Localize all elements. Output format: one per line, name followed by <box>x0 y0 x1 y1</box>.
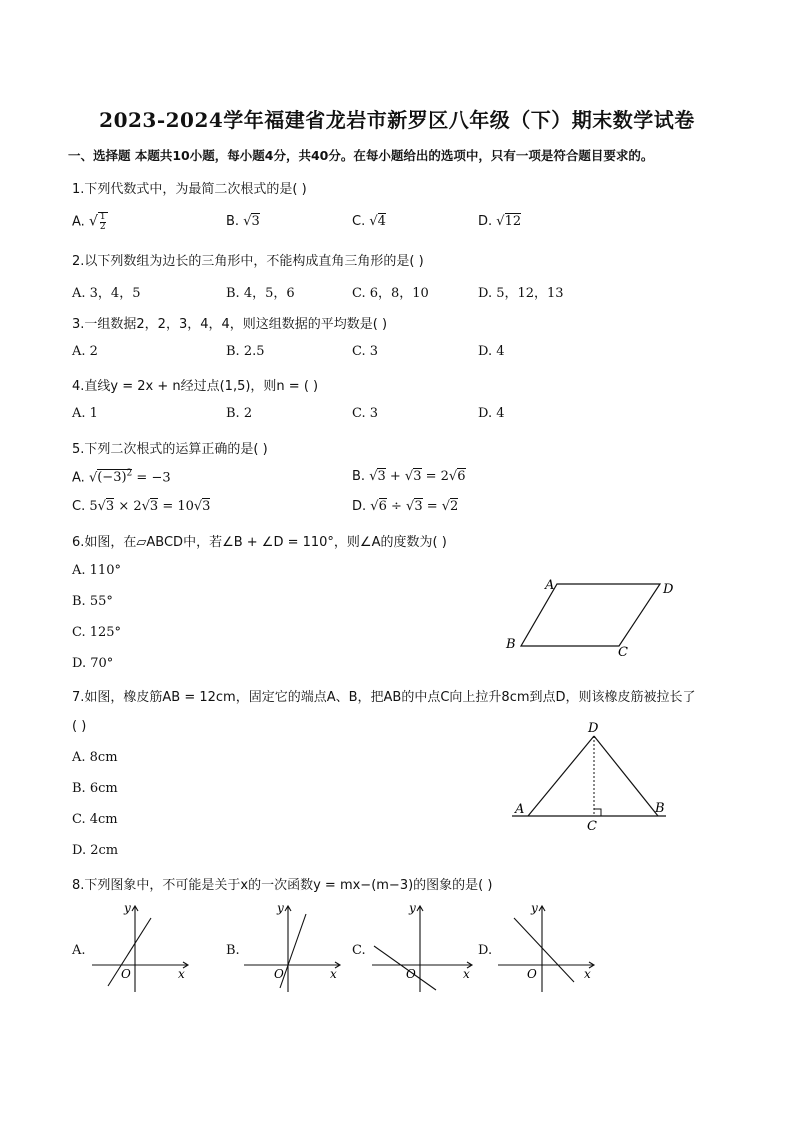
q7-option-d[interactable]: D. 2cm <box>72 843 119 858</box>
label-a: A <box>545 578 555 593</box>
svg-text:O: O <box>121 967 131 981</box>
q8-option-a[interactable]: A. <box>72 943 86 958</box>
question-7-stem: 7.如图，橡皮筋AB = 12cm，固定它的端点A、B，把AB的中点C向上拉升8cm到点D，则该橡皮筋被拉长了 <box>72 690 696 705</box>
q8-graph-d <box>494 898 604 994</box>
label-c: C <box>587 819 597 834</box>
question-8-stem: 8.下列图象中，不可能是关于x的一次函数y = mx−(m−3)的图象的是( ) <box>72 878 493 893</box>
q5-option-d[interactable]: D. √6 ÷ √3 = √2 <box>352 499 459 514</box>
question-1-stem: 1.下列代数式中，为最简二次根式的是( ) <box>72 182 307 197</box>
q2-option-c[interactable]: C. 6，8，10 <box>352 286 429 301</box>
question-6-stem: 6.如图，在▱ABCD中，若∠B + ∠D = 110°，则∠A的度数为( ) <box>72 535 447 550</box>
label-d: D <box>663 582 674 597</box>
q2-option-b[interactable]: B. 4，5，6 <box>226 286 295 301</box>
svg-text:y: y <box>277 901 284 915</box>
svg-text:O: O <box>527 967 537 981</box>
q4-option-d[interactable]: D. 4 <box>478 406 505 421</box>
q3-option-d[interactable]: D. 4 <box>478 344 505 359</box>
q6-option-a[interactable]: A. 110° <box>72 563 121 578</box>
line-graph <box>514 918 574 982</box>
svg-text:O: O <box>406 967 416 981</box>
q1-option-b[interactable]: B. √3 <box>226 214 260 229</box>
q8-graph-b <box>240 898 350 994</box>
question-5-stem: 5.下列二次根式的运算正确的是( ) <box>72 442 268 457</box>
q4-option-c[interactable]: C. 3 <box>352 406 379 421</box>
svg-text:y: y <box>409 901 416 915</box>
q7-option-a[interactable]: A. 8cm <box>72 750 118 765</box>
q5-option-a[interactable]: A. $√(-3)^2 = -3$ <box>72 469 171 486</box>
label-a: A <box>515 802 525 817</box>
q2-option-a[interactable]: A. 3，4，5 <box>72 286 141 301</box>
segment-db <box>594 736 658 816</box>
q8-option-b[interactable]: B. <box>226 943 240 958</box>
q8-option-c[interactable]: C. <box>352 943 366 958</box>
line-graph <box>280 914 306 988</box>
q7-option-c[interactable]: C. 4cm <box>72 812 118 827</box>
segment-ad <box>528 736 594 816</box>
q5-option-c[interactable]: C. 5√3 × 2√3 = 10√3 <box>72 499 211 514</box>
line-graph <box>374 946 436 990</box>
q1-option-d[interactable]: D. √12 <box>478 214 522 229</box>
label-d: D <box>588 721 599 736</box>
q6-option-c[interactable]: C. 125° <box>72 625 122 640</box>
q6-option-d[interactable]: D. 70° <box>72 656 114 671</box>
page-title: 2023-2024学年福建省龙岩市新罗区八年级（下）期末数学试卷 <box>99 108 695 132</box>
svg-text:y: y <box>531 901 538 915</box>
q4-option-a[interactable]: A. 1 <box>72 406 98 421</box>
question-3-stem: 3.一组数据2，2，3，4，4，则这组数据的平均数是( ) <box>72 317 388 332</box>
svg-text:x: x <box>330 967 337 981</box>
svg-text:x: x <box>463 967 470 981</box>
q1-option-a[interactable]: A. √ $\frac{1}{2}$ <box>72 212 106 232</box>
q8-option-d[interactable]: D. <box>478 943 493 958</box>
question-4-stem: 4.直线y = 2x + n经过点(1,5)，则n = ( ) <box>72 379 319 394</box>
q3-option-b[interactable]: B. 2.5 <box>226 344 265 359</box>
q5-option-b[interactable]: B. √3 + √3 = 2√6 <box>352 469 466 484</box>
svg-text:x: x <box>178 967 185 981</box>
q8-graph-a <box>88 898 198 994</box>
parallelogram-figure <box>500 574 690 660</box>
svg-text:O: O <box>274 967 284 981</box>
question-2-stem: 2.以下列数组为边长的三角形中，不能构成直角三角形的是( ) <box>72 254 424 269</box>
q7-option-b[interactable]: B. 6cm <box>72 781 118 796</box>
q4-option-b[interactable]: B. 2 <box>226 406 253 421</box>
section-heading: 一、选择题 本题共10小题，每小题4分，共40分。在每小题给出的选项中，只有一项是符合题目要求的。 <box>68 148 654 163</box>
svg-text:x: x <box>584 967 591 981</box>
q6-option-b[interactable]: B. 55° <box>72 594 113 609</box>
q2-option-d[interactable]: D. 5，12，13 <box>478 286 564 301</box>
svg-text:y: y <box>124 901 131 915</box>
right-angle-mark <box>594 809 601 816</box>
parallelogram-abcd <box>521 584 660 646</box>
q8-graph-c <box>368 898 478 994</box>
q3-option-c[interactable]: C. 3 <box>352 344 379 359</box>
q3-option-a[interactable]: A. 2 <box>72 344 98 359</box>
rubber-band-figure <box>506 716 676 836</box>
question-7-stem-cont: ( ) <box>72 719 87 734</box>
q1-option-c[interactable]: C. √4 <box>352 214 386 229</box>
label-b: B <box>506 637 516 652</box>
label-b: B <box>655 801 665 816</box>
label-c: C <box>618 645 628 660</box>
